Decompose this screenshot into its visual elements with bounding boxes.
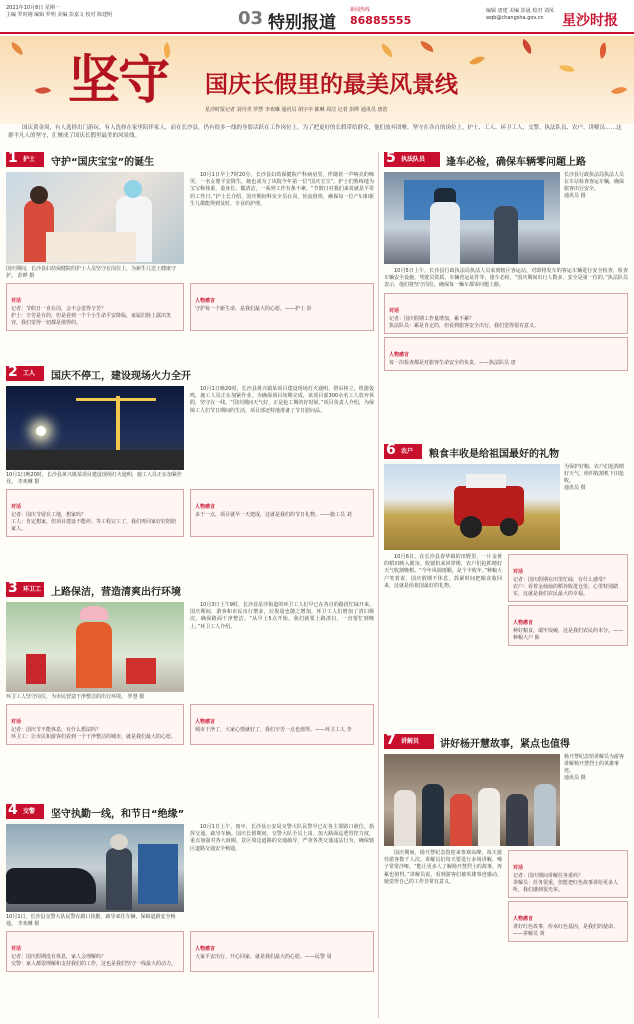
- section-number: 4: [8, 804, 18, 818]
- section-badge: [384, 152, 440, 167]
- leaf-icon: [611, 83, 628, 99]
- quote-tag: 人物感言: [513, 916, 534, 922]
- dialogue-box: [6, 704, 184, 745]
- section-number: 1: [8, 152, 18, 166]
- section-badge: [384, 734, 434, 749]
- section-police: [6, 804, 374, 1018]
- feature-banner: [0, 36, 634, 124]
- photo-credit: 彭晔 摄: [17, 273, 35, 279]
- quote-tag: 人物感言: [195, 946, 216, 952]
- quote-box: [508, 605, 628, 646]
- quote-text: 种好粮食，端牢饭碗，这是我们农民的本分。——种粮大户 陈: [513, 628, 624, 641]
- section-body: 10月5日上午，长沙县行政执法局执法人员来到辖区客运站，对即将发车的客运车辆进行安全检查。检查车辆安全设施、驾驶员资质、车辆营运证件等，逢车必检。“国庆期间出行人数多，安全是第一位的。”执法队员表示，他们将坚守岗位，确保每一辆车都零问题上路。: [384, 268, 628, 289]
- section-label: 工人: [23, 370, 36, 377]
- section-nurse: [6, 152, 374, 356]
- dialogue-question: 记者：国庆假期没有休息，家人会理解吗？: [11, 954, 107, 960]
- editors-line: 主编 罗时刚 编辑 罗明 美编 彭嘉文 校对 陈建明: [6, 12, 113, 18]
- police-photo: [6, 824, 184, 912]
- section-body: 10月6日，在长沙县春华镇的田野里，一片金黄的稻田映入眼帘，收割机来回穿梭，农户们抢抓晴好天气收割晚稻。“今年风调雨顺，是个丰收年。”种粮大户笑着说，国庆假期不休息，抓紧时间把粮食收回来，这就是给祖国最好的礼物。: [384, 554, 502, 589]
- banner-byline: 星沙时报记者 刘丹青 罗慧 李欢琳 通讯员 胡宇亭 陈琳 周洁 记者 彭晔 通讯员 唐浩: [205, 107, 388, 113]
- harvest-photo: [384, 464, 560, 550]
- right-info: [486, 8, 556, 22]
- dialogue-answer: 执法队员：累是肯定的，但看到旅客安全出行，我们觉得很有意义。: [389, 322, 540, 329]
- dialogue-box: [508, 554, 628, 602]
- leaf-icon: [559, 62, 575, 74]
- section-headline: 讲好杨开慧故事，紧点也值得: [440, 739, 570, 750]
- section-worker: [6, 366, 374, 572]
- section-headline: 坚守执勤一线，和节日“绝缘”: [51, 809, 185, 820]
- photo-caption: 环卫工人坚守岗位，为市民营造干净整洁的出行环境。: [6, 694, 127, 700]
- dialogue-answer: 农户：看着金灿灿的稻谷收进仓里，心里特别踏实，这就是我们农民最大的幸福。: [513, 584, 619, 597]
- section-label: 执法队员: [401, 156, 426, 163]
- quote-box: [508, 901, 628, 942]
- hotline-number: 86885555: [350, 14, 412, 27]
- quote-text: 城市干净了，大家心情就好了，我们辛苦一点也值得。——环卫工人 李: [195, 727, 352, 733]
- quote-tag: 人物感言: [195, 504, 216, 510]
- section-label: 环卫工: [23, 586, 42, 593]
- dialogue-tag: 对话: [11, 719, 22, 725]
- photo-credit: 罗慧 摄: [127, 694, 145, 700]
- construction-photo: [6, 386, 184, 470]
- section-body: 10月1日晚20时，长沙县黄兴镇某项目建设现场灯火通明，塔吊林立，机器轰鸣，施工人员正在加紧作业。为确保项目如期完成，该项目部300余名工人放弃休假，坚守在一线。“国庆期间天气好，正是抢工期的好时候。”项目负责人介绍，为保障工人们节日期间的生活，项目部还特地准备了节日慰问品。: [190, 386, 374, 414]
- leaf-icon: [419, 41, 434, 52]
- quote-text: 多干一点，项目就早一天建成，这就是我们的节日礼物。——施工员 刘: [195, 512, 352, 518]
- section-badge: [6, 804, 44, 819]
- leaf-icon: [519, 39, 536, 54]
- section-number: 7: [386, 734, 396, 748]
- quote-box: [190, 931, 374, 972]
- inspector-photo: [384, 172, 560, 264]
- section-number: 6: [386, 444, 396, 458]
- section-headline: 逢车必检，确保车辆零问题上路: [446, 157, 586, 168]
- section-badge: [6, 152, 44, 167]
- section-header: [6, 804, 374, 821]
- dialogue-question: 记者：国庆期间讲解任务重吗？: [513, 873, 584, 879]
- section-label: 农户: [401, 448, 414, 455]
- section-header: [6, 366, 374, 383]
- section-label: 护士: [23, 156, 36, 163]
- section-badge: [6, 582, 44, 597]
- dialogue-answer: 交警：家人都很理解和支持我们的工作，这也是我们坚守一线最大的动力。: [11, 961, 177, 967]
- section-headline: 上路保洁，营造清爽出行环境: [51, 587, 181, 598]
- hotline-label: 新闻热线: [350, 7, 371, 13]
- photo-caption: 长沙县行政执法局执法人员在车站检查客运车辆，确保旅客出行安全。: [564, 172, 625, 192]
- quote-box: [384, 337, 628, 371]
- date-line: 2021年10月8日 星期一: [6, 5, 60, 11]
- leaf-icon: [596, 42, 609, 58]
- dialogue-answer: 讲解员：任务很重，但能把红色故事讲给更多人听，我们感到很光荣。: [513, 880, 619, 893]
- quote-tag: 人物感言: [513, 620, 534, 626]
- photo-caption: 10月1日晚20时，长沙县黄兴镇某项目建设现场灯火通明，施工人员正在加紧作业。: [6, 472, 182, 485]
- banner-headline: 国庆长假里的最美风景线: [205, 72, 458, 98]
- leaf-icon: [469, 52, 485, 69]
- quote-text: 讲好红色故事，传承红色基因，是我们的使命。——讲解员 黄: [513, 924, 619, 937]
- section-body: 国庆期间，杨开慧纪念馆迎来参观高峰，每天接待游客数千人次。讲解员们每天要进行多场讲解，嗓子常常沙哑。“能让更多人了解杨开慧烈士的故事，再累也值得。”讲解员说，看到游客们被英雄事迹感动，她觉得自己的工作非常有意义。: [384, 850, 502, 885]
- museum-photo: [384, 754, 560, 846]
- quote-text: 大家平安出行、开心回家，就是我们最大的心愿。——民警 周: [195, 954, 332, 960]
- dialogue-tag: 对话: [513, 569, 524, 575]
- dialogue-question: 记者：国庆节不能休息，有什么想法吗？: [11, 727, 102, 733]
- section-header: [384, 152, 628, 169]
- section-guide: [384, 734, 628, 1018]
- dialogue-answer: 环卫工：让市民和游客们看到一个干净整洁的城市，就是我们最大的心愿。: [11, 734, 177, 740]
- section-body: 10月1日早上7时20分，长沙县妇幼保健院产科病房里，伴随着一声响亮的啼哭，一名女婴平安降生，她也成为了该院今年第一位“国庆宝宝”。护士们熟练地为宝宝称体重、量身长、做清洁，一系列工作有条不紊。“节假日对我们来说就是平常的工作日。”护士长介绍，国庆期间科室全员在岗，轮流值班，确保每一位产妇和新生儿都能得到及时、专业的护理。: [190, 172, 374, 207]
- dialogue-question: 记者：国庆假期工作量增加，累不累？: [389, 315, 475, 322]
- quote-text: 守护每一个新生命，是我们最大的心愿。——护士 彭: [195, 306, 312, 312]
- leaf-icon: [379, 43, 395, 57]
- leaf-icon: [9, 42, 25, 55]
- dialogue-box: [6, 931, 184, 972]
- dialogue-question: 记者：国庆假期在田里忙碌，有什么感受？: [513, 577, 609, 583]
- section-headline: 粮食丰收是给祖国最好的礼物: [429, 449, 559, 460]
- brand-logo: 星沙时报: [562, 13, 618, 29]
- photo-credit: 通讯员 摄: [564, 775, 586, 781]
- banner-big-title: 坚守: [68, 50, 169, 111]
- photo-credit: 李欢琳 摄: [17, 479, 40, 485]
- page-header: [0, 0, 634, 34]
- column-divider: [378, 152, 379, 1018]
- intro-paragraph: 国庆黄金周，有人选择出门游玩，有人选择在家里陪伴家人，而在长沙县，仍有很多一线的身影活跃在工作岗位上。为了把更好的长假带给群众，他们放弃团聚，坚守在各自的岗位上。护士、工人、环卫工人、交警、执法队员、农户、讲解员……这群平凡人的坚守，汇聚成了国庆长假里最美的风景线。: [8, 125, 622, 139]
- photo-caption: 10月1日，长沙县交警大队民警在路口执勤，疏导来往车辆，保障道路安全畅通。: [6, 914, 176, 927]
- dialogue-tag: 对话: [513, 865, 524, 871]
- section-body: 10月1日上午，雨中，长沙县公安局交警大队民警早已在各主要路口就位，指挥交通，疏导车辆。国庆长假期间，交警大队全员上岗，加大路面巡逻管控力度，重点加强对各大商圈、景区周边道路的交通疏导，严查各类交通违法行为，确保辖区道路交通安全畅通。: [190, 824, 374, 852]
- section-header: [6, 582, 374, 599]
- dialogue-answer: 护士：辛苦是有的，但是看到一个个小生命平安降临，家属们脸上露出笑容，我们觉得一切都是值得的。: [11, 313, 172, 326]
- dialogue-box: [6, 489, 184, 537]
- section-farmer: [384, 444, 628, 720]
- page-number: 03: [238, 8, 264, 29]
- dialogue-tag: 对话: [11, 946, 22, 952]
- photo-caption: 为保护好粮，农户们抢抓晴好天气，组织收割机下田抢收。: [564, 464, 625, 484]
- nurse-photo: [6, 172, 184, 264]
- dialogue-box: [6, 283, 184, 331]
- section-headline: 国庆不停工，建设现场火力全开: [51, 371, 191, 382]
- section-badge: [384, 444, 422, 459]
- photo-caption: 国庆期间，长沙县妇幼保健院的护士人员坚守在岗位上，为新生儿送上健康守护。: [6, 266, 177, 279]
- section-header: [384, 734, 628, 751]
- quote-box: [190, 704, 374, 745]
- dialogue-tag: 对话: [389, 307, 400, 314]
- quote-tag: 人物感言: [195, 719, 216, 725]
- quote-text: 每一次检查都是对旅客生命安全的负责。——执法队员 唐: [389, 359, 516, 366]
- dialogue-answer: 工人：肯定想家，但项目建设不能停。等工程完工了，我们再回家好好陪陪家人。: [11, 519, 177, 532]
- dialogue-question: 记者：节假日一直在岗，会不会觉得辛苦？: [11, 306, 107, 312]
- section-sanitation: [6, 582, 374, 794]
- section-label: 讲解员: [401, 738, 420, 745]
- section-body: 10月3日上午9时，长沙县星沙街道的环卫工人们早已在各自的路段忙碌开来。国庆期间，游客和市民出行增多，垃圾量也随之增加，环卫工人们增加了清扫频次，确保路面干净整洁。“从早上5点开始，我们就要上路清扫，一直要忙到晚上。”环卫工人介绍。: [190, 602, 374, 630]
- section-title: 特别报道: [268, 13, 336, 33]
- section-number: 2: [8, 366, 18, 380]
- header-date: [6, 5, 126, 19]
- section-inspector: [384, 152, 628, 432]
- quote-tag: 人物感言: [195, 298, 216, 304]
- section-header: [384, 444, 628, 461]
- dialogue-box: [508, 850, 628, 898]
- quote-box: [190, 283, 374, 331]
- dialogue-box: [384, 293, 628, 334]
- section-header: [6, 152, 374, 169]
- section-label: 交警: [23, 808, 36, 815]
- photo-caption: 杨开慧纪念馆讲解员为游客讲解杨开慧烈士的英雄事迹。: [564, 754, 625, 774]
- section-number: 5: [386, 152, 396, 166]
- section-badge: [6, 366, 44, 381]
- leaf-icon: [35, 83, 52, 98]
- dialogue-tag: 对话: [11, 298, 22, 304]
- photo-credit: 李欢琳 摄: [17, 921, 40, 927]
- photo-credit: 通讯员 摄: [564, 485, 586, 491]
- quote-box: [190, 489, 374, 537]
- photo-credit: 通讯员 摄: [564, 193, 586, 199]
- right-info-line2: wqb@changsha.gov.cn: [486, 15, 544, 21]
- right-info-line1: 编辑 唐建 美编 彭晟 校对 刘凤: [486, 8, 554, 14]
- dialogue-tag: 对话: [11, 504, 22, 510]
- quote-tag: 人物感言: [389, 351, 410, 358]
- sanitation-photo: [6, 602, 184, 692]
- section-headline: 守护“国庆宝宝”的诞生: [51, 157, 155, 168]
- section-number: 3: [8, 582, 18, 596]
- dialogue-question: 记者：国庆节留在工地，想家吗？: [11, 512, 87, 518]
